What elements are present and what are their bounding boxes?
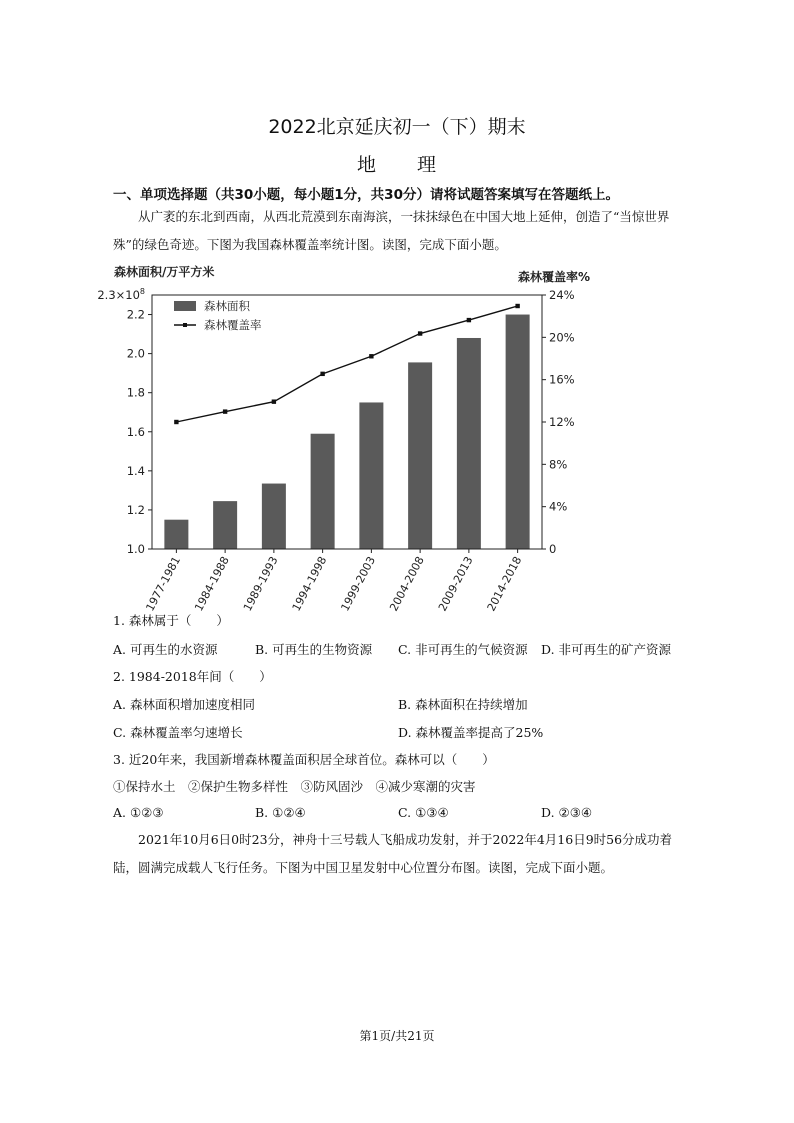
- y-tick-label: 2.0: [126, 346, 145, 361]
- x-tick-label: 2014-2018: [484, 554, 525, 614]
- x-tick-label: 1977-1981: [143, 554, 184, 614]
- y2-tick-label: 8%: [549, 457, 568, 472]
- forest-area-bar: [506, 315, 530, 549]
- q3-option-c: C. ①③④: [398, 805, 449, 820]
- q1-option-c: C. 非可再生的气候资源: [398, 642, 528, 657]
- plot-frame: [152, 295, 542, 549]
- y-tick-label: 1.6: [126, 424, 145, 439]
- forest-area-bar: [457, 338, 481, 549]
- y-tick-label: 1.2: [126, 502, 145, 517]
- coverage-point: [467, 318, 471, 322]
- x-tick-label: 2004-2008: [387, 554, 427, 614]
- coverage-point: [223, 409, 227, 413]
- forest-area-bar: [262, 484, 286, 549]
- legend-bar-swatch: [174, 301, 196, 311]
- q1-option-a: A. 可再生的水资源: [113, 642, 218, 657]
- q3-statements: ①保持水土 ②保护生物多样性 ③防风固沙 ④减少寒潮的灾害: [113, 779, 476, 794]
- coverage-point: [320, 372, 324, 376]
- page-footer: 第1页/共21页: [359, 1029, 435, 1043]
- y-tick-label: 1.4: [126, 463, 145, 478]
- subject-title: 地 理: [356, 154, 437, 176]
- y2-tick-label: 12%: [549, 415, 575, 429]
- forest-chart: [97, 262, 610, 614]
- coverage-point: [515, 304, 519, 308]
- question-2: 2. 1984-2018年间（ ）: [113, 669, 272, 684]
- q1-option-d: D. 非可再生的矿产资源: [541, 642, 672, 657]
- legend-area-label: 森林面积: [204, 299, 250, 313]
- q2-option-a: A. 森林面积增加速度相同: [113, 697, 255, 712]
- y2-tick-label: 24%: [549, 288, 575, 302]
- y2-tick-label: 16%: [549, 372, 575, 387]
- x-tick-label: 1994-1998: [289, 554, 330, 614]
- y-top-label: $2.3\times 10^8$: [97, 287, 145, 302]
- forest-area-bar: [359, 402, 383, 549]
- legend: [174, 299, 262, 332]
- question-3: 3. 近20年来，我国新增森林覆盖面积居全球首位。森林可以（ ）: [113, 752, 495, 767]
- legend-coverage-label: 森林覆盖率: [204, 318, 262, 332]
- q2-option-d: D. 森林覆盖率提高了25%: [398, 725, 544, 740]
- forest-area-bar: [213, 501, 237, 549]
- q2-option-b: B. 森林面积在持续增加: [398, 697, 528, 712]
- legend-line-marker: [183, 323, 187, 327]
- section-heading: 一、单项选择题（共30小题，每小题1分，共30分）请将试题答案填写在答题纸上。: [113, 187, 619, 203]
- coverage-point: [272, 399, 276, 403]
- coverage-point: [369, 354, 373, 358]
- coverage-point: [418, 331, 422, 335]
- y-tick-label: 1.8: [126, 385, 145, 400]
- intro-paragraph-2: 2021年10月6日0时23分，神舟十三号载人飞船成功发射，并于2022年4月16日9时56分成功着陆，圆满完成载人飞行任务。下图为中国卫星发射中心位置分布图。读图，完成下面小题。: [113, 832, 673, 875]
- q3-option-a: A. ①②③: [113, 805, 164, 820]
- x-tick-label: 2009-2013: [435, 554, 476, 614]
- q1-option-b: B. 可再生的生物资源: [255, 642, 373, 657]
- x-tick-label: 1984-1988: [192, 554, 232, 614]
- intro-paragraph-1: 从广袤的东北到西南，从西北荒漠到东南海滨，一抹抹绿色在中国大地上延伸，创造了“当惊世界殊”的绿色奇迹。下图为我国森林覆盖率统计图。读图，完成下面小题。: [113, 209, 670, 252]
- y-axis-label: 森林面积/万平方米: [114, 265, 215, 279]
- q2-option-c: C. 森林覆盖率匀速增长: [113, 725, 243, 740]
- y2-tick-label: 0: [549, 542, 557, 556]
- x-tick-label: 1999-2003: [338, 554, 379, 614]
- x-tick-label: 1989-1993: [240, 554, 281, 614]
- y2-tick-label: 4%: [549, 499, 568, 514]
- y2-tick-label: 20%: [549, 330, 575, 345]
- forest-area-bar: [311, 434, 335, 549]
- y-tick-label: 1.0: [126, 542, 145, 556]
- y-tick-label: 2.2: [126, 307, 145, 322]
- question-1: 1. 森林属于（ ）: [113, 613, 229, 628]
- q3-option-b: B. ①②④: [255, 805, 306, 820]
- coverage-point: [174, 420, 178, 424]
- forest-area-bar: [408, 362, 432, 549]
- page-title: 2022北京延庆初一（下）期末: [268, 116, 526, 138]
- y2-axis-label: 森林覆盖率%: [518, 270, 591, 284]
- forest-area-bar: [164, 520, 188, 549]
- q3-option-d: D. ②③④: [541, 805, 593, 820]
